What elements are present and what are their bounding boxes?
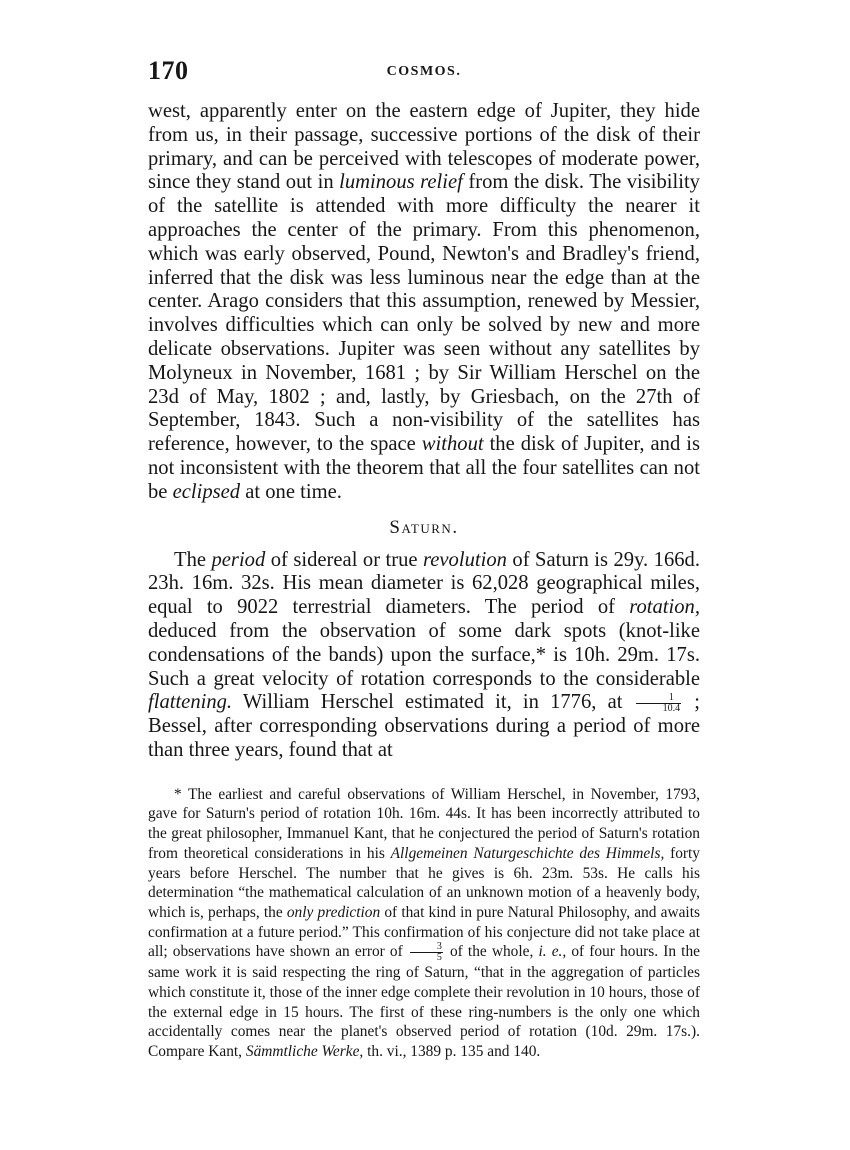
footnote-text: * The earliest and careful observations of William Herschel, in November, 1793, gave for Saturn's period of rotation 10h. 16m. 44s. It has been incorrectly attributed to the great philosopher, Immanuel Kant, that he conjectured the period of Saturn's rotation from theoretical considerations in his Allgemeinen Naturgeschichte des Himmels, forty years before Herschel. The number that he gives is 6h. 23m. 53s. He calls his determination “the mathematical calculation of an unknown motion of a heavenly body, which is, perhaps, the only prediction of that kind in pure Natural Philosophy, and awaits confirmation at a future period.” This confirmation of his conjecture did not take place at all; observations have shown an error of $\frac{3}{5}$ of the whole, i. e., of four hours. In the same work it is said respecting the ring of Saturn, “that in the aggregation of particles which constitute it, those of the inner edge complete their revolution in 10 hours, those of the external edge in 15 hours. The first of these ring-numbers is the only one which accidentally comes near the planet's observed period of rotation (10d. 29m. 17s.). Compare Kant, Sämmtliche Werke, th. vi., 1389 p. 135 and 140. (148, 785, 700, 1061)
running-title: COSMOS. (386, 64, 462, 79)
body-text (148, 100, 700, 763)
fraction-denominator: 5 (436, 952, 442, 964)
emphasis-period: period (211, 548, 266, 571)
section-heading-saturn: Saturn. (389, 516, 459, 538)
paragraph-saturn: The period of sidereal or true revolution of Saturn is 29y. 166d. 23h. 16m. 32s. His mean diameter is 62,028 geographical miles, equal to 9022 terrestrial diameters. The period of rotation, deduced from the observation of some dark spots (knot-like condensations of the bands) upon the surface,* is 10h. 29m. 17s. Such a great velocity of rotation corresponds to the considerable flattening. William Herschel estimated it, in 1776, at $\frac{1}{10.4}$ ; Bessel, after corresponding observations during a period of more than three years, found that at (148, 548, 700, 761)
fraction-flattening (636, 693, 682, 714)
emphasis-rotation: rotation, (629, 596, 700, 619)
footnote (148, 785, 700, 1062)
fraction-numerator: 3 (410, 942, 443, 953)
book-page (148, 56, 700, 1062)
emphasis-eclipsed: eclipsed (172, 480, 241, 503)
fraction-denominator: 10.4 (662, 703, 681, 715)
emphasis-without: without (421, 433, 484, 456)
emphasis-flattening: flattening. (148, 691, 233, 714)
emphasis-luminous-relief: luminous relief (339, 171, 463, 194)
fraction-numerator: 1 (636, 693, 682, 704)
emphasis-revolution: revolution (423, 548, 507, 571)
running-head (148, 56, 700, 100)
emphasis-book-title: Allgemeinen Naturgeschichte des Himmels, (390, 844, 665, 862)
emphasis-ie: i. e., (538, 943, 567, 961)
page-number: 170 (148, 56, 189, 85)
emphasis-works-title: Sämmtliche Werke, (245, 1043, 364, 1061)
fraction-error (410, 942, 443, 963)
emphasis-only-prediction: only prediction (286, 903, 381, 921)
paragraph-jupiter-satellites: west, apparently enter on the eastern edge of Jupiter, they hide from us, in their passage, successive portions of the disk of their primary, and can be perceived with telescopes of moderate power, since they stand out in luminous relief from the disk. The visibility of the satellite is attended with more difficulty the nearer it approaches the center of the primary. From this phenomenon, which was early observed, Pound, Newton's and Bradley's friend, inferred that the disk was less luminous near the edge than at the center. Arago considers that this assumption, renewed by Messier, involves difficulties which can only be solved by new and more delicate observations. Jupiter was seen without any satellites by Molyneux in November, 1681 ; by Sir William Herschel on the 23d of May, 1802 ; and, lastly, by Griesbach, on the 27th of September, 1843. Such a non-visibility of the satellites has reference, however, to the space without the disk of Jupiter, and is not inconsistent with the theorem that all the four satellites can not be eclipsed at one time. (148, 100, 700, 503)
